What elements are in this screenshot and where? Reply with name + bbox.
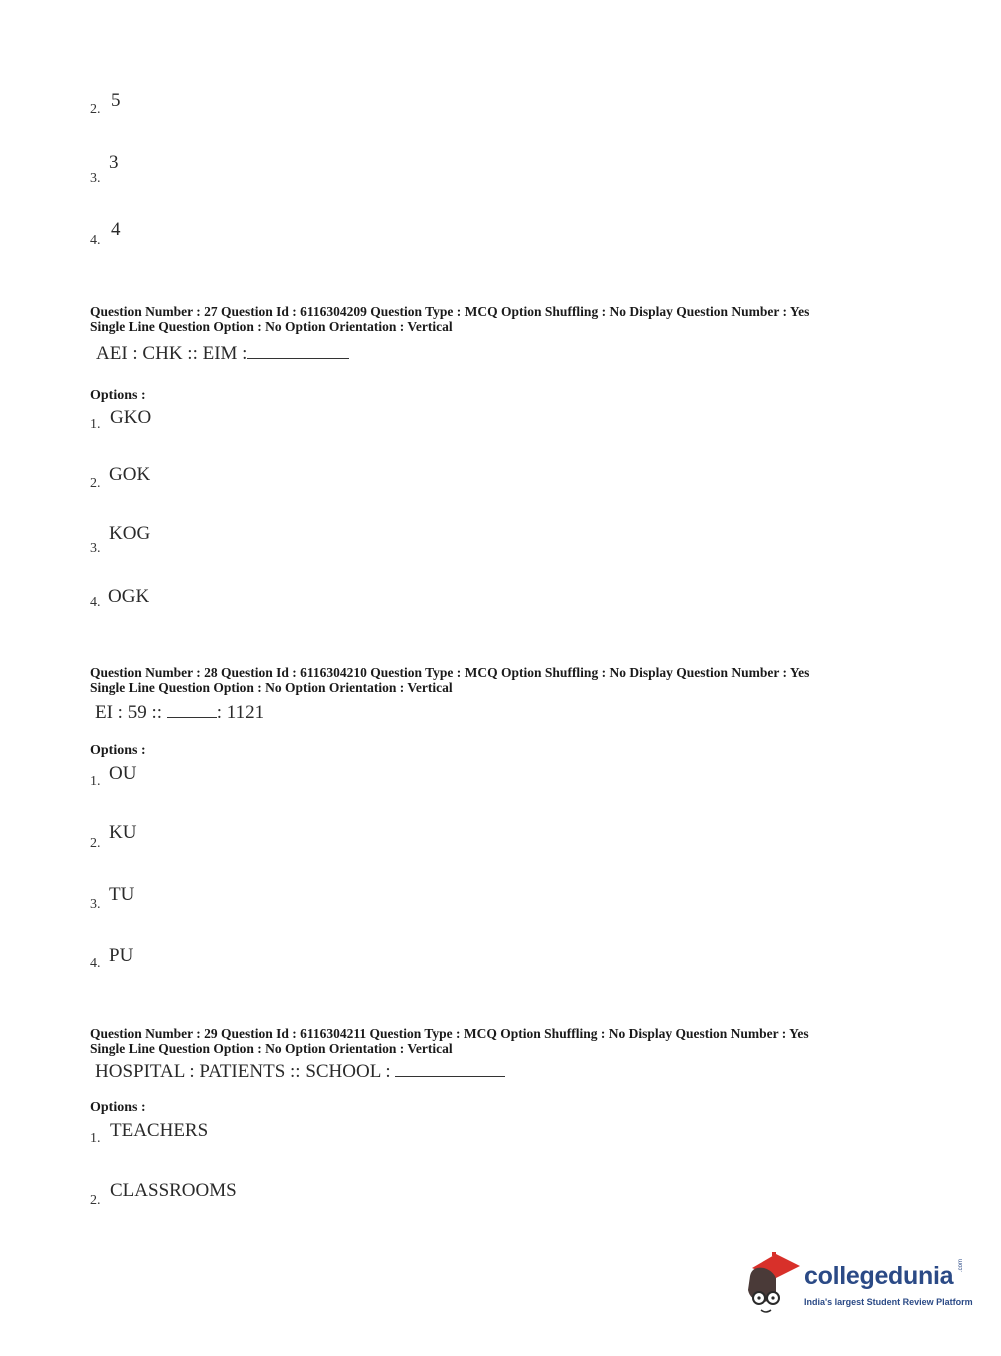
question-text-before: HOSPITAL : PATIENTS :: SCHOOL :	[95, 1061, 391, 1082]
option-number: 3.	[90, 897, 101, 912]
option-text: TU	[109, 884, 135, 905]
question-text-before: EI : 59 ::	[95, 702, 163, 723]
options-label: Options :	[90, 743, 146, 758]
mascot-icon	[742, 1248, 804, 1318]
brand-name: collegedunia	[804, 1262, 954, 1290]
brand-tagline: India's largest Student Review Platform	[804, 1297, 973, 1307]
option-text: TEACHERS	[110, 1120, 209, 1141]
collegedunia-logo	[742, 1248, 972, 1318]
option-text: CLASSROOMS	[110, 1180, 237, 1201]
question-meta-line1: Question Number : 28 Question Id : 6116304210 Question Type : MCQ Option Shuffling : No Display Question Number : Yes	[90, 665, 810, 680]
option-text: 3	[109, 152, 119, 173]
option-text: GKO	[110, 407, 152, 428]
option-text: PU	[109, 945, 134, 966]
option-text: KOG	[109, 523, 151, 544]
option-text: OGK	[108, 586, 150, 607]
question-text	[95, 1060, 505, 1083]
option-number: 2.	[90, 1193, 101, 1208]
option-number: 4.	[90, 595, 101, 610]
option-text: KU	[109, 822, 137, 843]
option-text: 4	[111, 219, 121, 240]
option-text: GOK	[109, 464, 151, 485]
option-number: 3.	[90, 541, 101, 556]
options-label: Options :	[90, 388, 146, 403]
question-meta-line2: Single Line Question Option : No Option Orientation : Vertical	[90, 319, 453, 334]
answer-blank	[247, 342, 349, 359]
option-number: 2.	[90, 102, 101, 117]
question-text-after: : 1121	[216, 702, 265, 723]
question-text-before: AEI : CHK :: EIM :	[96, 343, 248, 364]
option-number: 2.	[90, 836, 101, 851]
question-meta-line1: Question Number : 29 Question Id : 6116304211 Question Type : MCQ Option Shuffling : No Display Question Number : Yes	[90, 1026, 809, 1041]
question-text	[96, 342, 349, 365]
answer-blank	[395, 1060, 505, 1077]
options-label: Options :	[90, 1100, 146, 1115]
option-text: OU	[109, 763, 137, 784]
option-number: 4.	[90, 956, 101, 971]
option-text: 5	[111, 90, 121, 111]
answer-blank	[167, 701, 217, 718]
brand-suffix: .com	[958, 1258, 964, 1272]
option-number: 2.	[90, 476, 101, 491]
option-number: 1.	[90, 774, 101, 789]
option-number: 3.	[90, 171, 101, 186]
question-text	[95, 701, 264, 724]
question-meta-line2: Single Line Question Option : No Option Orientation : Vertical	[90, 680, 453, 695]
option-number: 4.	[90, 233, 101, 248]
question-meta-line1: Question Number : 27 Question Id : 6116304209 Question Type : MCQ Option Shuffling : No Display Question Number : Yes	[90, 304, 810, 319]
option-number: 1.	[90, 1131, 101, 1146]
question-meta-line2: Single Line Question Option : No Option Orientation : Vertical	[90, 1041, 453, 1056]
option-number: 1.	[90, 417, 101, 432]
